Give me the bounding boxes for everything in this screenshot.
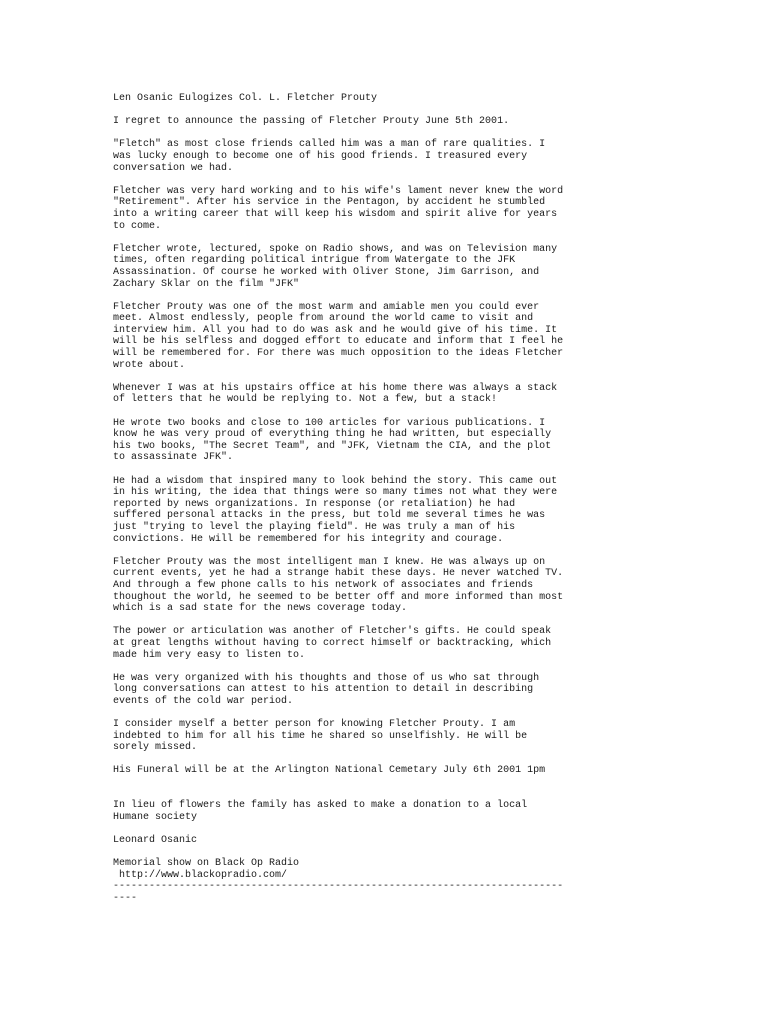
paragraph-gratitude: I consider myself a better person for knowing Fletcher Prouty. I am indebted to him for all his time he shared so unselfishly. He will be sorely missed. xyxy=(113,719,528,754)
signature: Leonard Osanic xyxy=(113,835,198,846)
memorial-label: Memorial show on Black Op Radio xyxy=(113,858,300,870)
document-body xyxy=(113,93,583,905)
paragraph-media: Fletcher wrote, lectured, spoke on Radio shows, and was on Television many times, often regarding political intrigue from Watergate to the JFK Assassination. Of course he worked with Oliver Stone, Jim Garrison, and Zachary Sklar on the film "JFK" xyxy=(113,243,558,290)
paragraph-articulation: The power or articulation was another of Fletcher's gifts. He could speak at great lengths without having to correct himself or backtracking, which made him very easy to listen to. xyxy=(113,626,552,661)
paragraph-retirement: Fletcher was very hard working and to his wife's lament never knew the word "Retirement". After his service in the Pentagon, by accident he stumbled into a writing career that will keep his wisdom and spirit alive for years to come. xyxy=(113,185,564,232)
paragraph-organized: He was very organized with his thoughts and those of us who sat through long conversations can attest to his attention to detail in describing events of the cold war period. xyxy=(113,672,540,707)
paragraph-intelligence: Fletcher Prouty was the most intelligent man I knew. He was always up on current events, yet he had a strange habit these days. He never watched TV. And through a few phone calls to his network of associates and friends thoughout the world, he seemed to be better off and more informed than most which is a sad state for the news coverage today. xyxy=(113,556,564,615)
memorial-link[interactable]: http://www.blackopradio.com/ xyxy=(113,869,288,881)
blank-line xyxy=(113,789,583,801)
document-title: Len Osanic Eulogizes Col. L. Fletcher Prouty xyxy=(113,93,378,104)
paragraph-books: He wrote two books and close to 100 articles for various publications. I know he was very proud of everything thing he had written, but especially his two books, "The Secret Team", and "JFK, Vietnam the CIA, and the plot to assassinate JFK". xyxy=(113,417,552,464)
paragraph-announcement: I regret to announce the passing of Fletcher Prouty June 5th 2001. xyxy=(113,116,510,128)
separator-line-end: ---- xyxy=(113,892,138,904)
paragraph-letters: Whenever I was at his upstairs office at his home there was always a stack of letters that he would be replying to. Not a few, but a stack! xyxy=(113,382,558,406)
paragraph-wisdom: He had a wisdom that inspired many to look behind the story. This came out in his writing, the idea that things were so many times not what they were reported by news organizations. In response (or retaliation) he had suffered personal attacks in the press, but told me several times he was just "trying to level the playing field". He was truly a man of his convictions. He will be remembered for his integrity and courage. xyxy=(113,475,558,545)
paragraph-funeral: His Funeral will be at the Arlington National Cemetary July 6th 2001 1pm xyxy=(113,765,546,777)
flowers-note: In lieu of flowers the family has asked to make a donation to a local Humane society xyxy=(113,800,528,823)
paragraph-fletch: "Fletch" as most close friends called him was a man of rare qualities. I was lucky enough to become one of his good friends. I treasured every conversation we had. xyxy=(113,139,546,174)
separator-line: --------------------------------------------------------------------------- xyxy=(113,881,564,893)
paragraph-character: Fletcher Prouty was one of the most warm and amiable men you could ever meet. Almost endlessly, people from around the world came to visit and interview him. All you had to do was ask and he would give of his time. It will be his selfless and dogged effort to educate and inform that I feel he will be remembered for. For there was much opposition to the ideas Fletcher wrote about. xyxy=(113,301,564,371)
